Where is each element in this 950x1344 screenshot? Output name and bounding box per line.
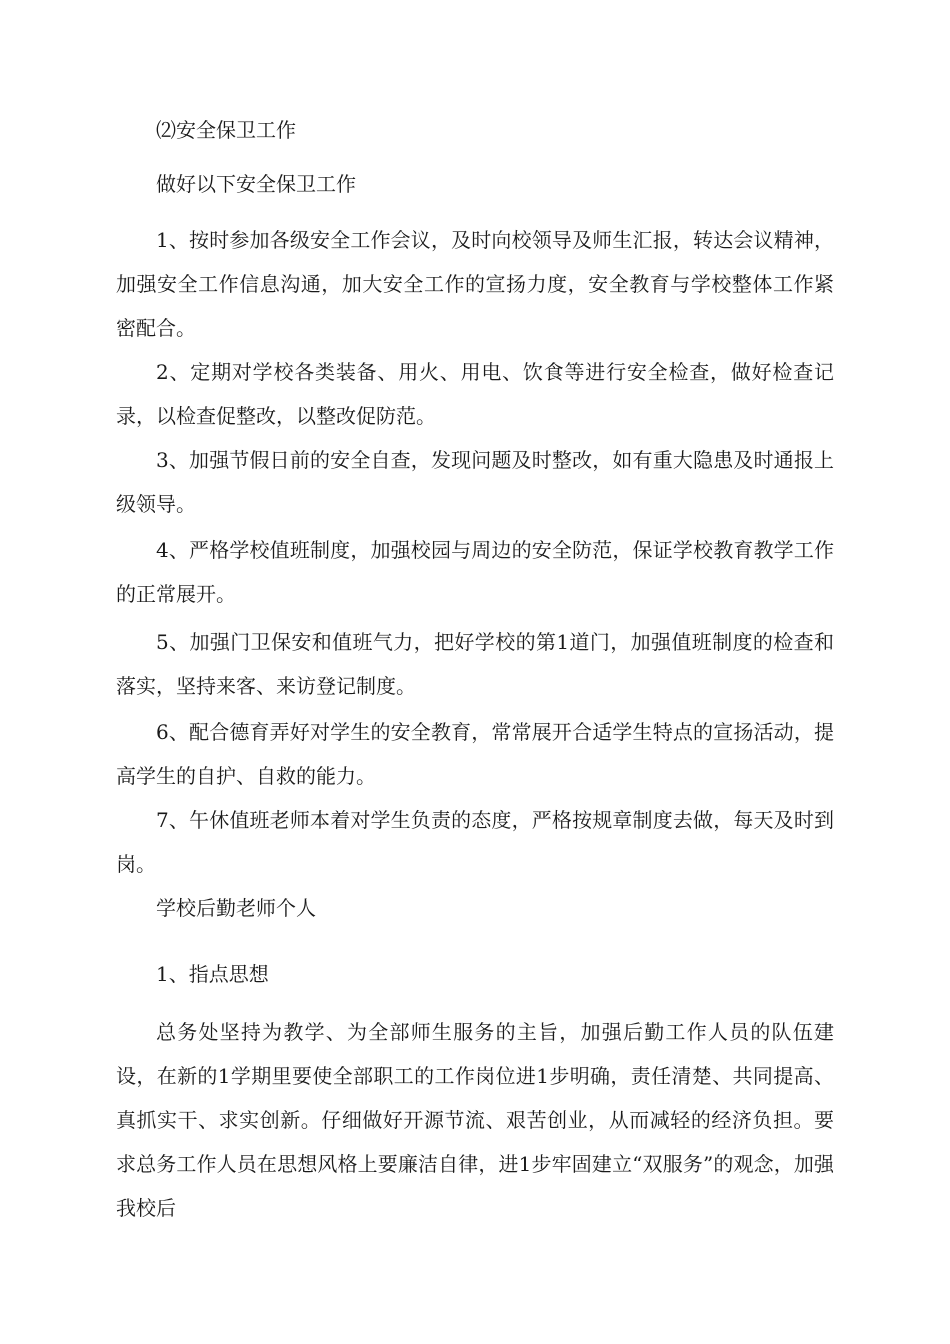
- paragraph-item-7: 7、午休值班老师本着对学生负责的态度，严格按规章制度去做，每天及时到岗。: [116, 808, 834, 876]
- paragraph-item-4: 4、严格学校值班制度，加强校园与周边的安全防范，保证学校教育教学工作的正常展开。: [116, 538, 834, 606]
- paragraph-item-6: 6、配合德育弄好对学生的安全教育，常常展开合适学生特点的宣扬活动，提高学生的自护、自救的能力。: [116, 720, 834, 788]
- section-heading-security: ⑵安全保卫工作: [156, 118, 296, 142]
- paragraph-logistics-body: 总务处坚持为教学、为全部师生服务的主旨，加强后勤工作人员的队伍建设，在新的1学期里要使全部职工的工作岗位进1步明确，责任清楚、共同提高、真抓实干、求实创新。仔细做好开源节流、艰苦创业，从而减轻的经济负担。要求总务工作人员在思想风格上要廉洁自律，进1步牢固建立“双服务”的观念，加强我校后: [116, 1020, 834, 1220]
- paragraph-item-5: 5、加强门卫保安和值班气力，把好学校的第1道门，加强值班制度的检查和落实，坚持来客、来访登记制度。: [116, 630, 834, 698]
- paragraph-item-2: 2、定期对学校各类装备、用火、用电、饮食等进行安全检查，做好检查记录，以检查促整改，以整改促防范。: [116, 360, 834, 428]
- section-heading-logistics: 学校后勤老师个人: [156, 896, 316, 920]
- paragraph-item-1: 1、按时参加各级安全工作会议，及时向校领导及师生汇报，转达会议精神，加强安全工作信息沟通，加大安全工作的宣扬力度，安全教育与学校整体工作紧密配合。: [116, 228, 834, 340]
- paragraph-item-3: 3、加强节假日前的安全自查，发现问题及时整改，如有重大隐患及时通报上级领导。: [116, 448, 834, 516]
- intro-line: 做好以下安全保卫工作: [156, 172, 356, 196]
- subheading-guiding-thought: 1、指点思想: [156, 962, 269, 986]
